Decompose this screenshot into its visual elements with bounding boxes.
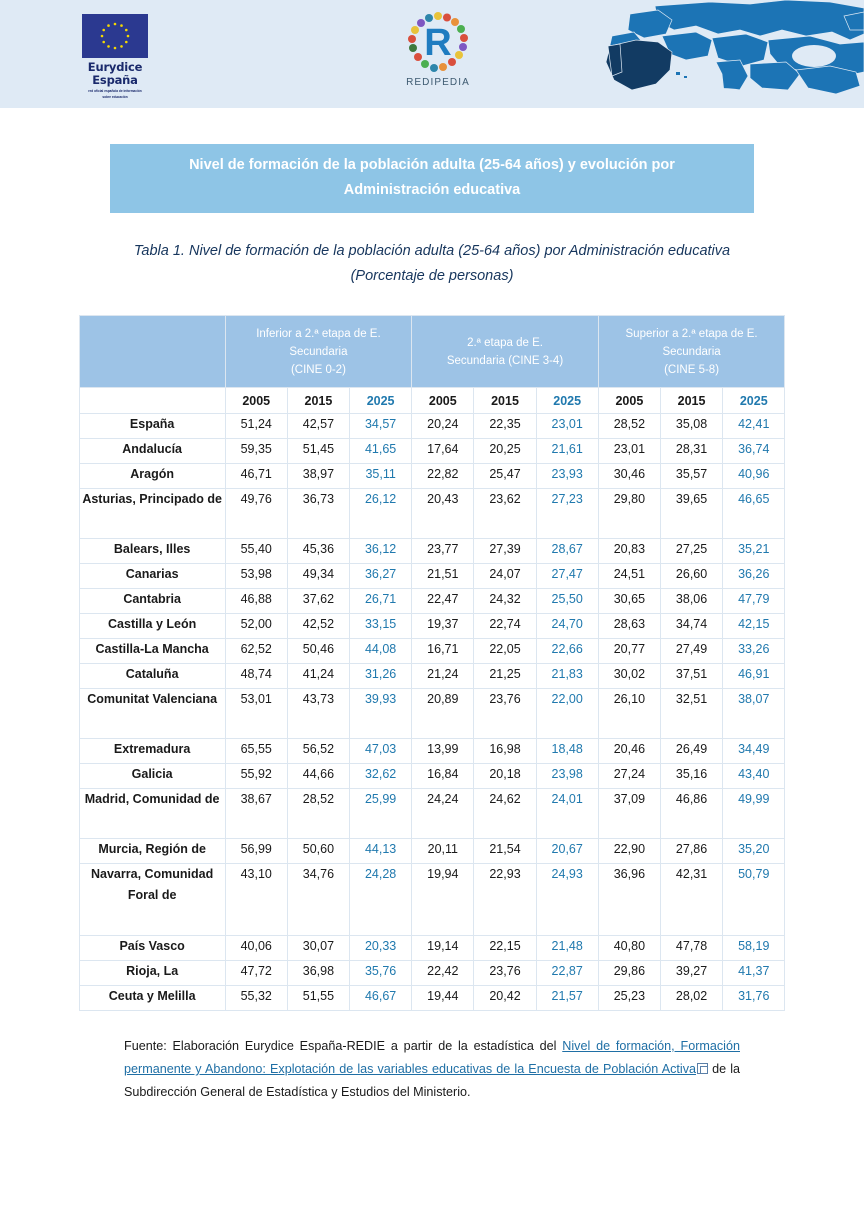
table-cell: 39,93 xyxy=(350,689,412,739)
table-cell: 51,45 xyxy=(287,439,349,464)
row-label: Navarra, Comunidad Foral de xyxy=(79,864,225,936)
table-cell: 47,79 xyxy=(723,589,785,614)
table-cell: 24,32 xyxy=(474,589,536,614)
page-header-banner xyxy=(0,0,864,108)
table-cell: 43,73 xyxy=(287,689,349,739)
table-cell: 34,49 xyxy=(723,739,785,764)
table-cell: 22,35 xyxy=(474,414,536,439)
table-cell: 23,76 xyxy=(474,961,536,986)
table-cell: 30,07 xyxy=(287,936,349,961)
table-cell: 23,98 xyxy=(536,764,598,789)
table-cell: 21,83 xyxy=(536,664,598,689)
year-header-g2-2005: 2005 xyxy=(598,388,660,414)
table-cell: 53,98 xyxy=(225,564,287,589)
table-cell: 35,57 xyxy=(660,464,722,489)
table-cell: 25,50 xyxy=(536,589,598,614)
table-cell: 20,11 xyxy=(412,839,474,864)
table-cell: 31,26 xyxy=(350,664,412,689)
table-row xyxy=(79,936,785,961)
table-cell: 47,78 xyxy=(660,936,722,961)
table-cell: 20,25 xyxy=(474,439,536,464)
table-cell: 27,47 xyxy=(536,564,598,589)
table-cell: 37,09 xyxy=(598,789,660,839)
table-cell: 23,93 xyxy=(536,464,598,489)
year-header-g1-2025: 2025 xyxy=(536,388,598,414)
table-cell: 43,10 xyxy=(225,864,287,936)
table-cell: 26,71 xyxy=(350,589,412,614)
table-cell: 58,19 xyxy=(723,936,785,961)
table-cell: 44,66 xyxy=(287,764,349,789)
table-cell: 35,11 xyxy=(350,464,412,489)
table-cell: 53,01 xyxy=(225,689,287,739)
year-header-g2-2015: 2015 xyxy=(660,388,722,414)
table-cell: 44,08 xyxy=(350,639,412,664)
table-cell: 46,65 xyxy=(723,489,785,539)
table-cell: 25,23 xyxy=(598,986,660,1011)
group-1-line-0: 2.ª etapa de E. xyxy=(467,336,543,349)
table-cell: 22,87 xyxy=(536,961,598,986)
table-cell: 41,65 xyxy=(350,439,412,464)
year-header-g1-2015: 2015 xyxy=(474,388,536,414)
table-cell: 51,24 xyxy=(225,414,287,439)
table-cell: 26,10 xyxy=(598,689,660,739)
table-year-header-row xyxy=(79,388,785,414)
eurydice-logo-tagline2: sobre educación xyxy=(102,95,128,100)
table-cell: 21,54 xyxy=(474,839,536,864)
redipedia-logo-name: REDIPEDIA xyxy=(406,77,470,88)
group-2-line-2: (CINE 5-8) xyxy=(664,363,720,376)
table-cell: 46,91 xyxy=(723,664,785,689)
table-cell: 24,70 xyxy=(536,614,598,639)
table-cell: 49,76 xyxy=(225,489,287,539)
group-1-line-1: Secundaria (CINE 3-4) xyxy=(446,354,564,367)
table-cell: 39,65 xyxy=(660,489,722,539)
table-cell: 39,27 xyxy=(660,961,722,986)
eurydice-logo-line2: España xyxy=(92,73,138,87)
table-cell: 20,67 xyxy=(536,839,598,864)
table-row xyxy=(79,839,785,864)
table-cell: 23,77 xyxy=(412,539,474,564)
table-cell: 24,07 xyxy=(474,564,536,589)
row-label: Andalucía xyxy=(79,439,225,464)
table-cell: 34,57 xyxy=(350,414,412,439)
table-row xyxy=(79,539,785,564)
table-cell: 50,79 xyxy=(723,864,785,936)
table-cell: 56,52 xyxy=(287,739,349,764)
group-2-line-1: Secundaria xyxy=(662,345,721,358)
group-header-cine-0-2 xyxy=(225,316,412,388)
table-cell: 50,46 xyxy=(287,639,349,664)
year-header-g2-2025: 2025 xyxy=(723,388,785,414)
table-row xyxy=(79,614,785,639)
table-cell: 20,89 xyxy=(412,689,474,739)
education-level-table xyxy=(79,315,786,1011)
table-row xyxy=(79,439,785,464)
group-0-line-1: Secundaria xyxy=(289,345,348,358)
table-cell: 36,27 xyxy=(350,564,412,589)
table-cell: 36,96 xyxy=(598,864,660,936)
row-label: Comunitat Valenciana xyxy=(79,689,225,739)
table-cell: 37,51 xyxy=(660,664,722,689)
table-cell: 46,88 xyxy=(225,589,287,614)
group-2-line-0: Superior a 2.ª etapa de E. xyxy=(625,327,758,340)
table-row xyxy=(79,489,785,539)
table-cell: 19,94 xyxy=(412,864,474,936)
redipedia-letter-r: R xyxy=(424,22,452,64)
table-row xyxy=(79,564,785,589)
table-cell: 27,86 xyxy=(660,839,722,864)
table-cell: 35,21 xyxy=(723,539,785,564)
table-cell: 42,57 xyxy=(287,414,349,439)
table-cell: 17,64 xyxy=(412,439,474,464)
table-cell: 46,86 xyxy=(660,789,722,839)
table-cell: 28,52 xyxy=(287,789,349,839)
table-cell: 27,25 xyxy=(660,539,722,564)
row-label: Asturias, Principado de xyxy=(79,489,225,539)
table-cell: 26,12 xyxy=(350,489,412,539)
table-row xyxy=(79,464,785,489)
row-label: España xyxy=(79,414,225,439)
table-cell: 27,39 xyxy=(474,539,536,564)
row-label: País Vasco xyxy=(79,936,225,961)
group-0-line-0: Inferior a 2.ª etapa de E. xyxy=(256,327,381,340)
table-cell: 42,15 xyxy=(723,614,785,639)
table-cell: 35,08 xyxy=(660,414,722,439)
table-row xyxy=(79,664,785,689)
page-title: Nivel de formación de la población adulta (25-64 años) y evolución por Administración educativa xyxy=(110,144,754,213)
table-cell: 13,99 xyxy=(412,739,474,764)
table-cell: 20,83 xyxy=(598,539,660,564)
table-head xyxy=(79,316,785,414)
table-cell: 20,77 xyxy=(598,639,660,664)
table-cell: 27,24 xyxy=(598,764,660,789)
table-cell: 16,71 xyxy=(412,639,474,664)
table-cell: 28,52 xyxy=(598,414,660,439)
group-header-cine-3-4 xyxy=(412,316,599,388)
table-cell: 20,24 xyxy=(412,414,474,439)
table-cell: 16,98 xyxy=(474,739,536,764)
table-caption: Tabla 1. Nivel de formación de la población adulta (25-64 años) por Administración educativa (Porcentaje de personas) xyxy=(133,243,731,284)
table-cell: 21,57 xyxy=(536,986,598,1011)
table-cell: 21,24 xyxy=(412,664,474,689)
table-cell: 20,18 xyxy=(474,764,536,789)
year-row-blank-cell xyxy=(79,388,225,414)
table-cell: 36,26 xyxy=(723,564,785,589)
table-cell: 22,05 xyxy=(474,639,536,664)
table-cell: 20,46 xyxy=(598,739,660,764)
row-label: Aragón xyxy=(79,464,225,489)
table-row xyxy=(79,864,785,936)
table-cell: 41,37 xyxy=(723,961,785,986)
source-note xyxy=(124,1035,740,1104)
table-cell: 23,01 xyxy=(598,439,660,464)
table-cell: 20,42 xyxy=(474,986,536,1011)
eurydice-logo-line1: Eurydice xyxy=(87,60,143,74)
redipedia-logo xyxy=(398,12,478,88)
row-label: Rioja, La xyxy=(79,961,225,986)
table-cell: 24,28 xyxy=(350,864,412,936)
table-cell: 42,31 xyxy=(660,864,722,936)
table-cell: 30,02 xyxy=(598,664,660,689)
table-cell: 31,76 xyxy=(723,986,785,1011)
row-label: Castilla-La Mancha xyxy=(79,639,225,664)
table-cell: 49,34 xyxy=(287,564,349,589)
page-content xyxy=(0,144,864,1104)
table-row xyxy=(79,689,785,739)
eurydice-espana-logo xyxy=(76,14,154,99)
table-cell: 28,31 xyxy=(660,439,722,464)
table-cell: 21,48 xyxy=(536,936,598,961)
table-cell: 21,25 xyxy=(474,664,536,689)
eu-flag-icon xyxy=(82,14,148,58)
table-row xyxy=(79,639,785,664)
table-row xyxy=(79,961,785,986)
table-cell: 33,15 xyxy=(350,614,412,639)
row-label: Balears, Illes xyxy=(79,539,225,564)
table-cell: 47,72 xyxy=(225,961,287,986)
row-label: Galicia xyxy=(79,764,225,789)
year-header-g0-2025: 2025 xyxy=(350,388,412,414)
table-cell: 16,84 xyxy=(412,764,474,789)
table-cell: 25,47 xyxy=(474,464,536,489)
table-cell: 22,90 xyxy=(598,839,660,864)
table-cell: 24,01 xyxy=(536,789,598,839)
table-cell: 29,86 xyxy=(598,961,660,986)
table-cell: 32,62 xyxy=(350,764,412,789)
row-label: Extremadura xyxy=(79,739,225,764)
table-cell: 23,01 xyxy=(536,414,598,439)
table-row xyxy=(79,589,785,614)
table-cell: 34,74 xyxy=(660,614,722,639)
table-cell: 29,80 xyxy=(598,489,660,539)
table-cell: 46,71 xyxy=(225,464,287,489)
year-header-g0-2005: 2005 xyxy=(225,388,287,414)
group-0-line-2: (CINE 0-2) xyxy=(290,363,346,376)
row-label: Cataluña xyxy=(79,664,225,689)
table-corner-cell xyxy=(79,316,225,388)
table-cell: 40,06 xyxy=(225,936,287,961)
table-row xyxy=(79,739,785,764)
table-cell: 33,26 xyxy=(723,639,785,664)
table-cell: 32,51 xyxy=(660,689,722,739)
year-header-g1-2005: 2005 xyxy=(412,388,474,414)
table-cell: 36,73 xyxy=(287,489,349,539)
source-suffix: de la Subdirección General de Estadística y Estudios del Ministerio. xyxy=(124,1062,740,1099)
table-cell: 19,44 xyxy=(412,986,474,1011)
table-cell: 44,13 xyxy=(350,839,412,864)
table-cell: 22,66 xyxy=(536,639,598,664)
table-cell: 40,96 xyxy=(723,464,785,489)
table-cell: 24,93 xyxy=(536,864,598,936)
row-label: Ceuta y Melilla xyxy=(79,986,225,1011)
table-cell: 42,52 xyxy=(287,614,349,639)
table-cell: 36,74 xyxy=(723,439,785,464)
table-cell: 28,02 xyxy=(660,986,722,1011)
table-cell: 51,55 xyxy=(287,986,349,1011)
table-cell: 38,06 xyxy=(660,589,722,614)
table-cell: 59,35 xyxy=(225,439,287,464)
table-cell: 22,15 xyxy=(474,936,536,961)
table-cell: 30,46 xyxy=(598,464,660,489)
table-cell: 36,12 xyxy=(350,539,412,564)
table-cell: 41,24 xyxy=(287,664,349,689)
table-cell: 38,97 xyxy=(287,464,349,489)
table-row xyxy=(79,414,785,439)
table-cell: 55,40 xyxy=(225,539,287,564)
table-cell: 21,51 xyxy=(412,564,474,589)
table-cell: 65,55 xyxy=(225,739,287,764)
table-cell: 27,23 xyxy=(536,489,598,539)
row-label: Murcia, Región de xyxy=(79,839,225,864)
table-cell: 35,16 xyxy=(660,764,722,789)
table-cell: 38,67 xyxy=(225,789,287,839)
table-cell: 19,37 xyxy=(412,614,474,639)
table-cell: 19,14 xyxy=(412,936,474,961)
table-cell: 22,47 xyxy=(412,589,474,614)
table-cell: 26,49 xyxy=(660,739,722,764)
table-cell: 23,76 xyxy=(474,689,536,739)
table-cell: 55,32 xyxy=(225,986,287,1011)
table-cell: 22,82 xyxy=(412,464,474,489)
row-label: Cantabria xyxy=(79,589,225,614)
source-prefix: Fuente: Elaboración Eurydice España-REDIE a partir de la estadística del xyxy=(124,1039,563,1053)
table-cell: 52,00 xyxy=(225,614,287,639)
table-cell: 37,62 xyxy=(287,589,349,614)
table-cell: 24,24 xyxy=(412,789,474,839)
table-cell: 22,74 xyxy=(474,614,536,639)
table-cell: 34,76 xyxy=(287,864,349,936)
table-cell: 20,33 xyxy=(350,936,412,961)
table-cell: 28,67 xyxy=(536,539,598,564)
table-row xyxy=(79,764,785,789)
table-cell: 45,36 xyxy=(287,539,349,564)
table-cell: 22,93 xyxy=(474,864,536,936)
table-cell: 23,62 xyxy=(474,489,536,539)
table-cell: 35,20 xyxy=(723,839,785,864)
table-cell: 25,99 xyxy=(350,789,412,839)
source-link[interactable]: Nivel de formación, Formación permanente y Abandono: Explotación de las variables educativas de la Encuesta de Población Activa xyxy=(124,1039,740,1076)
table-cell: 56,99 xyxy=(225,839,287,864)
table-cell: 38,07 xyxy=(723,689,785,739)
table-row xyxy=(79,986,785,1011)
table-cell: 22,00 xyxy=(536,689,598,739)
table-cell: 28,63 xyxy=(598,614,660,639)
table-cell: 55,92 xyxy=(225,764,287,789)
table-cell: 21,61 xyxy=(536,439,598,464)
europe-map-graphic xyxy=(600,0,864,108)
table-cell: 40,80 xyxy=(598,936,660,961)
table-cell: 50,60 xyxy=(287,839,349,864)
table-cell: 49,99 xyxy=(723,789,785,839)
table-cell: 47,03 xyxy=(350,739,412,764)
table-cell: 43,40 xyxy=(723,764,785,789)
table-cell: 18,48 xyxy=(536,739,598,764)
table-cell: 35,76 xyxy=(350,961,412,986)
row-label: Canarias xyxy=(79,564,225,589)
external-link-icon[interactable] xyxy=(697,1063,708,1074)
table-cell: 30,65 xyxy=(598,589,660,614)
table-cell: 48,74 xyxy=(225,664,287,689)
table-cell: 36,98 xyxy=(287,961,349,986)
table-cell: 24,51 xyxy=(598,564,660,589)
group-header-cine-5-8 xyxy=(598,316,785,388)
redipedia-ring-icon xyxy=(407,12,469,74)
table-cell: 20,43 xyxy=(412,489,474,539)
table-cell: 22,42 xyxy=(412,961,474,986)
table-cell: 42,41 xyxy=(723,414,785,439)
table-group-header-row xyxy=(79,316,785,388)
row-label: Castilla y León xyxy=(79,614,225,639)
table-cell: 26,60 xyxy=(660,564,722,589)
table-cell: 62,52 xyxy=(225,639,287,664)
eurydice-logo-tagline1: red oficial española de información xyxy=(88,89,142,93)
row-label: Madrid, Comunidad de xyxy=(79,789,225,839)
table-cell: 24,62 xyxy=(474,789,536,839)
table-cell: 27,49 xyxy=(660,639,722,664)
table-cell: 46,67 xyxy=(350,986,412,1011)
year-header-g0-2015: 2015 xyxy=(287,388,349,414)
table-body xyxy=(79,414,785,1011)
table-row xyxy=(79,789,785,839)
